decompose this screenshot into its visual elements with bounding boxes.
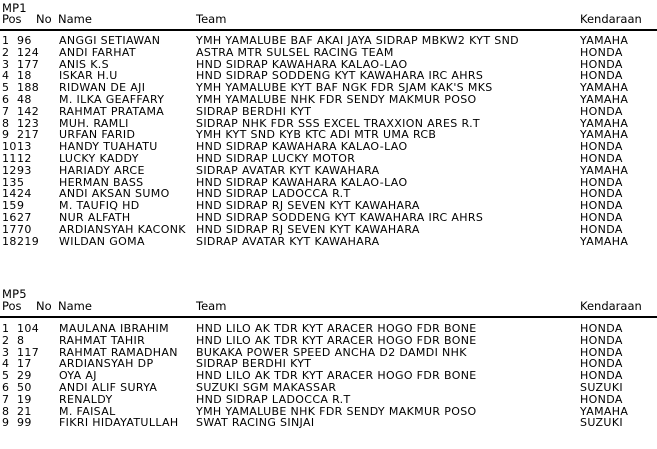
table-row — [0, 212, 657, 224]
table-row — [0, 417, 657, 429]
row-pos: 3 — [2, 57, 10, 71]
vehicle-brand: HONDA — [580, 222, 623, 236]
column-header-no: No — [36, 12, 52, 26]
column-header-name: Name — [58, 12, 92, 26]
vehicle-brand: YAMAHA — [580, 128, 629, 142]
row-number: 50 — [17, 380, 32, 394]
row-pos: 7 — [2, 104, 10, 118]
vehicle-brand: HONDA — [580, 322, 623, 335]
team-name: SIDRAP NHK FDR SSS EXCEL TRAXXION ARES R.T — [196, 116, 480, 130]
table-row — [0, 106, 657, 118]
table-row — [0, 394, 657, 406]
team-name: YMH YAMALUBE NHK FDR SENDY MAKMUR POSO — [196, 404, 477, 418]
team-name: HND SIDRAP RJ SEVEN KYT KAWAHARA — [196, 222, 420, 236]
rider-name: WILDAN GOMA — [59, 234, 145, 248]
rider-name: HANDY TUAHATU — [59, 140, 158, 154]
row-pos: 14 — [2, 187, 17, 201]
row-pos: 2 — [2, 45, 10, 59]
results-table-mp1 — [0, 35, 657, 247]
team-name: HND SIDRAP KAWAHARA KALAO-LAO — [196, 140, 408, 154]
vehicle-brand: YAMAHA — [580, 81, 629, 95]
rider-name: RAHMAT PRATAMA — [59, 104, 165, 118]
team-name: HND SIDRAP RJ SEVEN KYT KAWAHARA — [196, 199, 420, 213]
vehicle-brand: YAMAHA — [580, 404, 629, 418]
row-pos: 16 — [2, 210, 17, 224]
rider-name: HERMAN BASS — [59, 175, 144, 189]
table-row — [0, 47, 657, 59]
results-table-mp5 — [0, 323, 657, 429]
vehicle-brand: SUZUKI — [580, 380, 623, 394]
row-pos: 10 — [2, 140, 17, 154]
vehicle-brand: YAMAHA — [580, 34, 629, 47]
rider-name: URFAN FARID — [59, 128, 136, 142]
team-name: YMH YAMALUBE NHK FDR SENDY MAKMUR POSO — [196, 92, 477, 106]
rider-name: M. TAUFIQ HD — [59, 199, 140, 213]
rider-name: ARDIANSYAH KACONK — [59, 222, 186, 236]
table-row — [0, 236, 657, 248]
row-pos: 2 — [2, 333, 10, 347]
rider-name: ANDI FARHAT — [59, 45, 136, 59]
row-pos: 4 — [2, 69, 10, 83]
row-number: 12 — [17, 151, 32, 165]
team-name: SIDRAP AVATAR KYT KAWAHARA — [196, 163, 380, 177]
row-number: 96 — [17, 34, 32, 47]
row-number: 13 — [17, 140, 32, 154]
row-number: 17 — [17, 357, 32, 371]
header-divider — [0, 316, 657, 318]
row-pos: 17 — [2, 222, 17, 236]
rider-name: ANGGI SETIAWAN — [59, 34, 161, 47]
vehicle-brand: HONDA — [580, 175, 623, 189]
team-name: HND LILO AK TDR KYT ARACER HOGO FDR BONE — [196, 333, 477, 347]
rider-name: NUR ALFATH — [59, 210, 131, 224]
vehicle-brand: HONDA — [580, 199, 623, 213]
table-row — [0, 382, 657, 394]
team-name: ASTRA MTR SULSEL RACING TEAM — [196, 45, 394, 59]
row-pos: 13 — [2, 175, 17, 189]
team-name: HND SIDRAP LUCKY MOTOR — [196, 151, 356, 165]
column-header-team: Team — [196, 299, 227, 313]
row-number: 117 — [17, 345, 40, 359]
vehicle-brand: HONDA — [580, 45, 623, 59]
row-pos: 5 — [2, 369, 10, 383]
row-pos: 3 — [2, 345, 10, 359]
rider-name: M. FAISAL — [59, 404, 116, 418]
row-number: 188 — [17, 81, 40, 95]
row-number: 18 — [17, 69, 32, 83]
team-name: HND SIDRAP SODDENG KYT KAWAHARA IRC AHRS — [196, 210, 484, 224]
row-number: 21 — [17, 404, 32, 418]
team-name: HND LILO AK TDR KYT ARACER HOGO FDR BONE — [196, 369, 477, 383]
class-title: MP1 — [2, 1, 27, 15]
row-pos: 15 — [2, 199, 17, 213]
row-number: 142 — [17, 104, 40, 118]
row-number: 219 — [17, 234, 40, 248]
row-number: 217 — [17, 128, 40, 142]
team-name: HND SIDRAP LADOCCA R.T — [196, 187, 351, 201]
rider-name: M. ILKA GEAFFARY — [59, 92, 165, 106]
team-name: YMH YAMALUBE KYT BAF NGK FDR SJAM KAK'S MKS — [196, 81, 493, 95]
row-number: 19 — [17, 392, 32, 406]
row-number: 93 — [17, 163, 32, 177]
vehicle-brand: HONDA — [580, 357, 623, 371]
row-number: 48 — [17, 92, 32, 106]
row-pos: 12 — [2, 163, 17, 177]
column-header-name: Name — [58, 299, 92, 313]
rider-name: RIDWAN DE AJI — [59, 81, 146, 95]
row-number: 27 — [17, 210, 32, 224]
row-number: 9 — [17, 199, 25, 213]
team-name: SIDRAP BERDHI KYT — [196, 357, 312, 371]
row-number: 8 — [17, 333, 25, 347]
row-number: 104 — [17, 322, 40, 335]
rider-name: ARDIANSYAH DP — [59, 357, 154, 371]
row-pos: 8 — [2, 404, 10, 418]
rider-name: RAHMAT TAHIR — [59, 333, 146, 347]
team-name: SIDRAP BERDHI KYT — [196, 104, 312, 118]
row-pos: 6 — [2, 380, 10, 394]
rider-name: LUCKY KADDY — [59, 151, 139, 165]
vehicle-brand: YAMAHA — [580, 234, 629, 248]
vehicle-brand: HONDA — [580, 345, 623, 359]
row-pos: 6 — [2, 92, 10, 106]
rider-name: MUH. RAMLI — [59, 116, 129, 130]
team-name: YMH KYT SND KYB KTC ADI MTR UMA RCB — [196, 128, 437, 142]
table-row — [0, 94, 657, 106]
vehicle-brand: SUZUKI — [580, 416, 623, 430]
rider-name: ISKAR H.U — [59, 69, 118, 83]
vehicle-brand: HONDA — [580, 151, 623, 165]
table-row — [0, 224, 657, 236]
row-number: 5 — [17, 175, 25, 189]
rider-name: FIKRI HIDAYATULLAH — [59, 416, 179, 430]
rider-name: HARIADY ARCE — [59, 163, 145, 177]
rider-name: ANIS K.S — [59, 57, 109, 71]
class-title: MP5 — [2, 287, 27, 301]
team-name: SIDRAP AVATAR KYT KAWAHARA — [196, 234, 380, 248]
row-pos: 9 — [2, 128, 10, 142]
team-name: BUKAKA POWER SPEED ANCHA D2 DAMDI NHK — [196, 345, 467, 359]
row-number: 70 — [17, 222, 32, 236]
row-number: 124 — [17, 45, 40, 59]
team-name: SWAT RACING SINJAI — [196, 416, 315, 430]
row-number: 123 — [17, 116, 40, 130]
table-header — [0, 300, 657, 313]
team-name: SUZUKI SGM MAKASSAR — [196, 380, 337, 394]
row-pos: 5 — [2, 81, 10, 95]
vehicle-brand: HONDA — [580, 69, 623, 83]
rider-name: RAHMAT RAMADHAN — [59, 345, 178, 359]
vehicle-brand: HONDA — [580, 140, 623, 154]
column-header-no: No — [36, 299, 52, 313]
vehicle-brand: HONDA — [580, 187, 623, 201]
vehicle-brand: HONDA — [580, 333, 623, 347]
row-pos: 1 — [2, 322, 10, 335]
rider-name: ANDI AKSAN SUMO — [59, 187, 170, 201]
rider-name: OYA AJ — [59, 369, 97, 383]
vehicle-brand: HONDA — [580, 369, 623, 383]
column-header-vehicle: Kendaraan — [580, 299, 642, 313]
team-name: HND SIDRAP KAWAHARA KALAO-LAO — [196, 57, 408, 71]
team-name: YMH YAMALUBE BAF AKAI JAYA SIDRAP MBKW2 KYT SND — [196, 34, 519, 47]
row-number: 99 — [17, 416, 32, 430]
rider-name: ANDI ALIF SURYA — [59, 380, 158, 394]
header-divider — [0, 29, 657, 31]
team-name: HND LILO AK TDR KYT ARACER HOGO FDR BONE — [196, 322, 477, 335]
column-header-pos: Pos — [2, 299, 22, 313]
row-pos: 18 — [2, 234, 17, 248]
vehicle-brand: YAMAHA — [580, 116, 629, 130]
row-pos: 8 — [2, 116, 10, 130]
table-row — [0, 335, 657, 347]
row-pos: 1 — [2, 34, 10, 47]
row-pos: 4 — [2, 357, 10, 371]
row-number: 29 — [17, 369, 32, 383]
row-pos: 11 — [2, 151, 17, 165]
team-name: HND SIDRAP LADOCCA R.T — [196, 392, 351, 406]
team-name: HND SIDRAP SODDENG KYT KAWAHARA IRC AHRS — [196, 69, 484, 83]
row-pos: 7 — [2, 392, 10, 406]
column-header-vehicle: Kendaraan — [580, 12, 642, 26]
rider-name: MAULANA IBRAHIM — [59, 322, 169, 335]
vehicle-brand: HONDA — [580, 104, 623, 118]
table-row — [0, 165, 657, 177]
row-number: 24 — [17, 187, 32, 201]
row-pos: 9 — [2, 416, 10, 430]
table-header — [0, 13, 657, 26]
vehicle-brand: YAMAHA — [580, 92, 629, 106]
vehicle-brand: HONDA — [580, 57, 623, 71]
rider-name: RENALDY — [59, 392, 113, 406]
row-number: 177 — [17, 57, 40, 71]
vehicle-brand: HONDA — [580, 210, 623, 224]
column-header-team: Team — [196, 12, 227, 26]
column-header-pos: Pos — [2, 12, 22, 26]
vehicle-brand: HONDA — [580, 392, 623, 406]
team-name: HND SIDRAP KAWAHARA KALAO-LAO — [196, 175, 408, 189]
vehicle-brand: YAMAHA — [580, 163, 629, 177]
table-row — [0, 153, 657, 165]
